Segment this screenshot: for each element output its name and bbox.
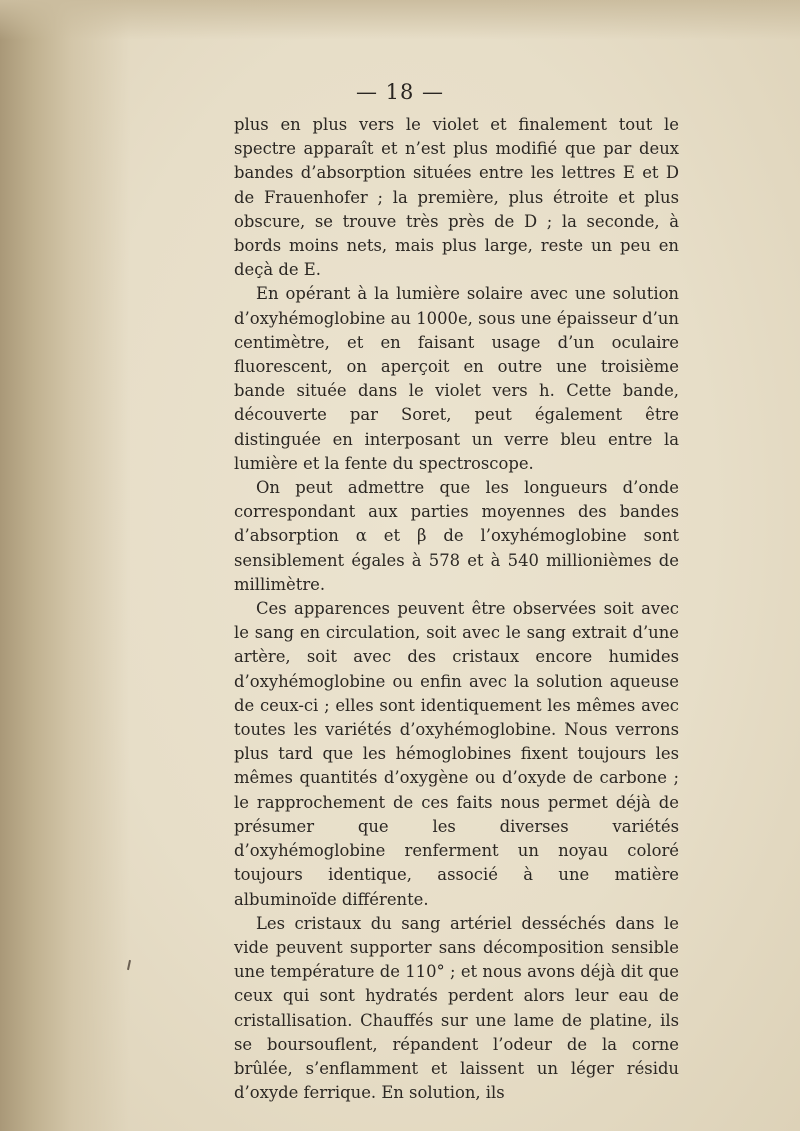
ink-speck — [127, 960, 131, 970]
paragraph: Ces apparences peuvent être observées soit avec le sang en circulation, soit avec le sang extrait d’une artère, soit avec des cristaux encore humides d’oxyhémoglobine ou enfin avec la solution aqueuse de ceux-ci ; elles sont identiquement les mêmes avec toutes les variétés d’oxyhémoglobine. Nous verrons plus tard que les hémoglobines fixent toujours les mêmes quantités d’oxygène ou d’oxyde de carbone ; le rapprochement de ces faits nous permet déjà de présumer que les diverses variétés d’oxyhémoglobine renferment un noyau coloré toujours identique, associé à une matière albuminoïde différente. — [234, 599, 679, 909]
page-top-shadow — [0, 0, 800, 40]
page-edge-shadow — [0, 0, 130, 1131]
page-number: — 18 — — [355, 80, 445, 104]
paragraph: plus en plus vers le violet et finalement tout le spectre apparaît et n’est plus modifié que par deux bandes d’absorption situées entre les lettres E et D de Frauenhofer ; la première, plus étroite et plus obscure, se trouve très près de D ; la seconde, à bords moins nets, mais plus large, reste un peu en deçà de E. — [234, 115, 679, 280]
body-text — [234, 113, 679, 1105]
paragraph: On peut admettre que les longueurs d’onde correspondant aux parties moyennes des bandes d’absorption α et β de l’oxyhémoglobine sont sensiblement égales à 578 et à 540 millionièmes de millimètre. — [234, 478, 679, 594]
paragraph: Les cristaux du sang artériel desséchés dans le vide peuvent supporter sans décomposition sensible une température de 110° ; et nous avons déjà dit que ceux qui sont hydratés perdent alors leur eau de cristallisation. Chauffés sur une lame de platine, ils se boursouflent, répandent l’odeur de la corne brûlée, s’enflamment et laissent un léger résidu d’oxyde ferrique. En solution, ils — [234, 913, 679, 1103]
paragraph: En opérant à la lumière solaire avec une solution d’oxyhémoglobine au 1000e, sous une épaisseur d’un centimètre, et en faisant usage d’un oculaire fluorescent, on aperçoit en outre une troisième bande située dans le violet vers h. Cette bande, découverte par Soret, peut également être distinguée en interposant un verre bleu entre la lumière et la fente du spectroscope. — [234, 284, 679, 473]
